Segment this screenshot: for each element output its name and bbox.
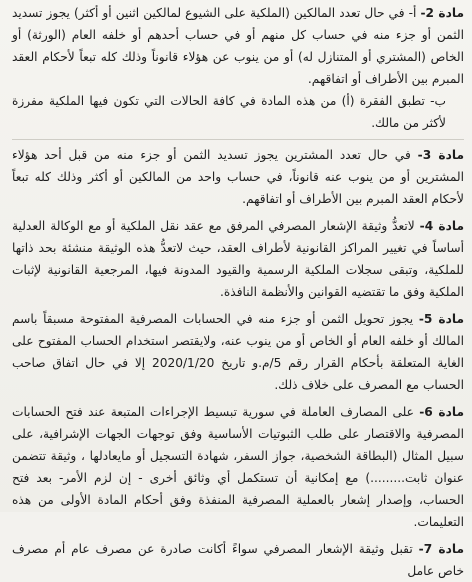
article-7 [12, 538, 464, 582]
article-number: مادة 2- [420, 6, 464, 20]
article-number: مادة 7- [418, 542, 464, 556]
article-6 [12, 401, 464, 533]
article-number: مادة 5- [418, 312, 464, 326]
article-text: أ- في حال تعدد المالكين (الملكية على الشيوع لمالكين اثنين أو أكثر) يجوز تسديد الثمن أو جزء منه في حساب كل منهم أو في حساب أحدهم أو خلفه العام (الورثة) أو الخاص (المشتري أو المتنازل له) أو من ينوب عن هؤلاء قانوناً وذلك كله تبعاً لأحكام العقد المبرم بين الأطراف أو اتفاقهم. [12, 6, 464, 86]
article-3 [12, 144, 464, 210]
article-text: تقبل وثيقة الإشعار المصرفي سواءً أكانت صادرة عن مصرف عام أم مصرف خاص عامل [12, 542, 464, 578]
article-number: مادة 3- [417, 148, 465, 162]
article-number: مادة 4- [419, 219, 464, 233]
article-subparagraph: ب- تطبق الفقرة (أ) من هذه المادة في كافة الحالات التي تكون فيها الملكية مفرزة لأكثر من مالك. [12, 94, 446, 130]
divider [12, 139, 464, 140]
article-text: في حال تعدد المشترين يجوز تسديد الثمن أو جزء منه من قبل أحد هؤلاء المشترين أو من ينوب عنه قانوناً، في حساب واحد من المالكين أو أكثر وذلك كله تبعاً لأحكام العقد المبرم بين الأطراف أو اتفاقهم. [12, 148, 464, 206]
article-number: مادة 6- [419, 405, 464, 419]
article-text: لاتعدُّ وثيقة الإشعار المصرفي المرفق مع عقد نقل الملكية أو مع الوكالة العدلية أساساً في تغيير المراكز القانونية لأطراف العقد، حيث لاتعدُّ هذه الوثيقة منشئة بحد ذاتها للملكية، وتبقى سجلات الملكية الرسمية والقيود المدونة فيها، المرجعية القانونية لإثبات الملكية وفق ما تقتضيه القوانين والأنظمة النافذة. [12, 219, 464, 299]
article-5 [12, 308, 464, 396]
article-text: على المصارف العاملة في سورية تبسيط الإجراءات المتبعة عند فتح الحسابات المصرفية والاقتصار على طلب الثبوتيات الأساسية وفق توجهات الجهات الإشرافية، على سبيل المثال (البطاقة الشخصية، جواز السفر، شهادة التسجيل أو مايعادلها ، وثيقة تتضمن عنوان ثابت.........) مع إمكانية أن تستكمل أي وثائق أخرى - إن لزم الأمر- بعد فتح الحساب، وإصدار إشعار بالعملية المصرفية المنفذة وفق أحكام المادة الأولى من هذه التعليمات. [12, 405, 464, 529]
article-2 [12, 2, 464, 134]
article-4 [12, 215, 464, 303]
article-text: يجوز تحويل الثمن أو جزء منه في الحسابات المصرفية المفتوحة مسبقاً باسم المالك أو خلفه العام أو الخاص أو من ينوب عنه، ولايقتصر استخدام الحساب المفتوح على الغاية المتعلقة بأحكام القرار رقم 5/م.و تاريخ 2020/1/20 إلا في حال اتفاق صاحب الحساب مع المصرف على خلاف ذلك. [12, 312, 464, 392]
